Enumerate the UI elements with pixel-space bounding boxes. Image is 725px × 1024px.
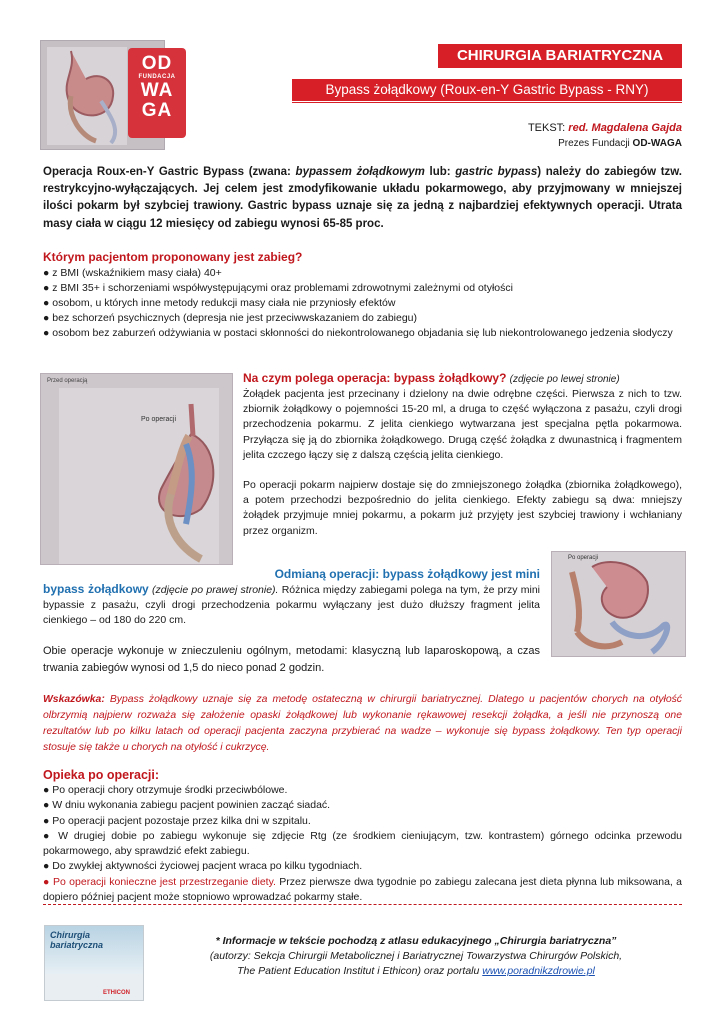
care-diet-highlight: ● Po operacji konieczne jest przestrzeganie diety. <box>43 875 276 888</box>
footer-divider <box>43 904 682 912</box>
author-prefix: TEKST: <box>527 122 566 134</box>
intro-text-1: Operacja Roux-en-Y Gastric Bypass (zwana: <box>43 166 296 178</box>
header-divider <box>292 102 682 103</box>
mini-text: Różnica między zabiegami polega na tym, że przy mini bypassie z pasażu, czyli drogi przechodzenia pokarmu wyłączany jest dużo dłuższy fragment jelita cienkiego – od 180 do 220 cm. <box>43 584 541 627</box>
od-waga-logo <box>128 48 186 138</box>
mini-bypass-diagram-photo <box>551 551 686 657</box>
candidates-list <box>43 266 682 341</box>
bypass-illustration <box>41 374 233 565</box>
procedure-heading: Na czym polega operacja: bypass żołądkowy? <box>243 371 507 385</box>
atlas-cover-image <box>44 925 144 1001</box>
cover-band <box>45 926 143 974</box>
intro-paragraph <box>43 164 682 233</box>
intro-term-1: bypassem żołądkowym <box>295 166 425 178</box>
page-title: CHIRURGIA BARIATRYCZNA <box>438 44 682 68</box>
image-caption-before: Przed operacją <box>47 378 88 384</box>
list-item: ● z BMI (wskaźnikiem masy ciała) 40+ <box>43 267 222 279</box>
footer-line-2: (autorzy: Sekcja Chirurgii Metabolicznej i Bariatrycznej Towarzystwa Chirurgów Polskich, <box>209 950 623 962</box>
care-heading: Opieka po operacji: <box>43 768 160 782</box>
logo-line-od: OD <box>141 53 173 74</box>
cover-brand: ETHICON <box>103 990 130 996</box>
list-item: ● osobom, u których inne metody redukcji masy ciała nie przyniosły efektów <box>43 297 396 309</box>
candidates-heading: Którym pacjentom proponowany jest zabieg? <box>43 250 303 264</box>
footer-source-note <box>150 934 682 979</box>
list-item: ● W drugiej dobie po zabiegu wykonuje się zdjęcie Rtg (ze środkiem cieniującym, tzw. kontrastem) górnego odcinka przewodu pokarmowego, aby sprawdzić efekt zabiegu. <box>43 829 682 858</box>
list-item: ● Po operacji chory otrzymuje środki przeciwbólowe. <box>43 784 288 796</box>
logo-line-ga: GA <box>141 100 173 121</box>
bypass-diagram-photo <box>40 373 233 565</box>
tip-label: Wskazówka: <box>43 694 105 705</box>
list-item: ● Do zwykłej aktywności życiowej pacjent wraca po kilku tygodniach. <box>43 860 363 873</box>
list-item: ● bez schorzeń psychicznych (depresja nie jest przeciwwskazaniem do zabiegu) <box>43 312 418 324</box>
mini-heading-a: Odmianą operacji: bypass żołądkowy jest mini <box>274 567 540 581</box>
logo-line-wa: WA <box>140 80 174 101</box>
author-role: Prezes Fundacji <box>558 138 630 149</box>
mini-heading-b: bypass żołądkowy <box>43 582 149 596</box>
procedure-section <box>243 371 682 539</box>
footer-line-3-text: The Patient Education Institut i Ethicon) oraz portalu <box>237 965 483 977</box>
footer-line-1: * Informacje w tekście pochodzą z atlasu edukacyjnego „Chirurgia bariatryczna” <box>215 935 617 947</box>
list-item <box>43 875 682 906</box>
footer-line-3 <box>150 964 682 979</box>
intro-text-3: ) należy do zabiegów tzw. restrykcyjno-wyłączających. Jej celem jest zmodyfikowanie układu pokarmowego, aby przyjmowany w mniejszej ilości pokarm był szybciej trawiony. Gastric bypass uznaje się za jedną z najbardziej efektywnych operacji. Utrata masy ciała w ciągu 12 miesięcy od zabiegu wynosi 65-85 proc. <box>43 166 682 230</box>
mini-bypass-illustration <box>552 552 686 657</box>
image-label-after: Po operacji <box>141 416 177 423</box>
logo-line-fundacja: FUNDACJA <box>138 74 176 80</box>
intro-term-2: gastric bypass <box>455 166 538 178</box>
procedure-paragraph-2: Po operacji pokarm najpierw dostaje się do zmniejszonego żołądka (zbiornika żołądkowego), a potem przechodzi bezpośrednio do jelita cienkiego. Efekty zabiegu są dwa: mniejszy żołądek przyjmuje mniej pokarmu, a pokarm już przyjęty jest szybciej trawiony i wchłaniany przez organizm. <box>243 479 682 537</box>
candidates-section <box>43 250 682 341</box>
list-item: ● z BMI 35+ i schorzeniami współwystępującymi oraz problemami zdrowotnymi zależnymi od otyłości <box>43 282 513 294</box>
procedure-heading-line <box>243 371 682 387</box>
tip-paragraph <box>43 692 682 756</box>
mini-section <box>43 582 540 629</box>
author-name: red. Magdalena Gajda <box>568 122 682 134</box>
portal-link[interactable]: www.poradnikzdrowie.pl <box>482 965 595 977</box>
procedure-heading-note: (zdjęcie po lewej stronie) <box>509 374 620 385</box>
page-subtitle: Bypass żołądkowy (Roux-en-Y Gastric Bypass - RNY) <box>292 79 682 101</box>
care-list <box>43 783 682 905</box>
mini-paragraph <box>43 582 540 629</box>
image-label-after-right: Po operacji <box>568 555 599 561</box>
author-line <box>528 122 682 134</box>
mini-note: (zdjęcie po prawej stronie). <box>151 584 279 596</box>
both-operations-paragraph: Obie operacje wykonuje w znieczuleniu ogólnym, metodami: klasyczną lub laparoskopową, a czas trwania zabiegów wynosi od 1,5 do nieco ponad 2 godzin. <box>43 645 540 674</box>
list-item: ● osobom bez zaburzeń odżywiania w postaci skłonności do niekontrolowanego objadania się lub niekontrolowanego jedzenia słodyczy <box>43 327 673 339</box>
cover-title: Chirurgia bariatryczna <box>50 930 104 950</box>
intro-text-2: lub: <box>424 166 456 178</box>
author-org: OD-WAGA <box>632 138 682 149</box>
list-item: ● W dniu wykonania zabiegu pacjent powinien zacząć siadać. <box>43 799 331 812</box>
author-role-line <box>558 138 682 149</box>
care-section <box>43 768 682 905</box>
care-diet-text: Przez pierwsze dwa tygodnie po zabiegu zalecana jest dieta płynna lub miksowana, a dopiero później pacjent może stopniowo wprowadzać pokarmy stałe. <box>43 875 682 904</box>
tip-text: Bypass żołądkowy uznaje się za metodę ostateczną w chirurgii bariatrycznej. Dlatego u pacjentów chorych na otyłość olbrzymią najpierw rozważa się założenie opaski żołądkowej lub wykonanie rękawowej resekcji żołądka, a jeśli nie przynoszą one rezultatów lub po kilku latach od operacji pacjenta zaczyna przybierać na wadze – wykonuje się bypass żołądkowy. Ten typ operacji stosuje się także u chorych na otyłość i cukrzycę. <box>43 694 682 753</box>
procedure-paragraph-1: Żołądek pacjenta jest przecinany i dzielony na dwie odrębne części. Pierwsza z nich to tzw. zbiornik żołądkowy o pojemności 15-20 ml, a druga to część wyłączona z pasażu, czyli drogi przechodzenia pokarmu. Z jelita cienkiego wytwarzana jest specjalna pętla pokarmowa. Przyłącza się ją do zbiornika żołądkowego. Drugą część żołądka z dwunastnicą i fragmentem jelita czczego łączy się z dalszą częścią jelita cienkiego. <box>243 388 682 461</box>
list-item: ● Po operacji pacjent pozostaje przez kilka dni w szpitalu. <box>43 814 311 827</box>
mini-heading-line <box>243 567 540 582</box>
